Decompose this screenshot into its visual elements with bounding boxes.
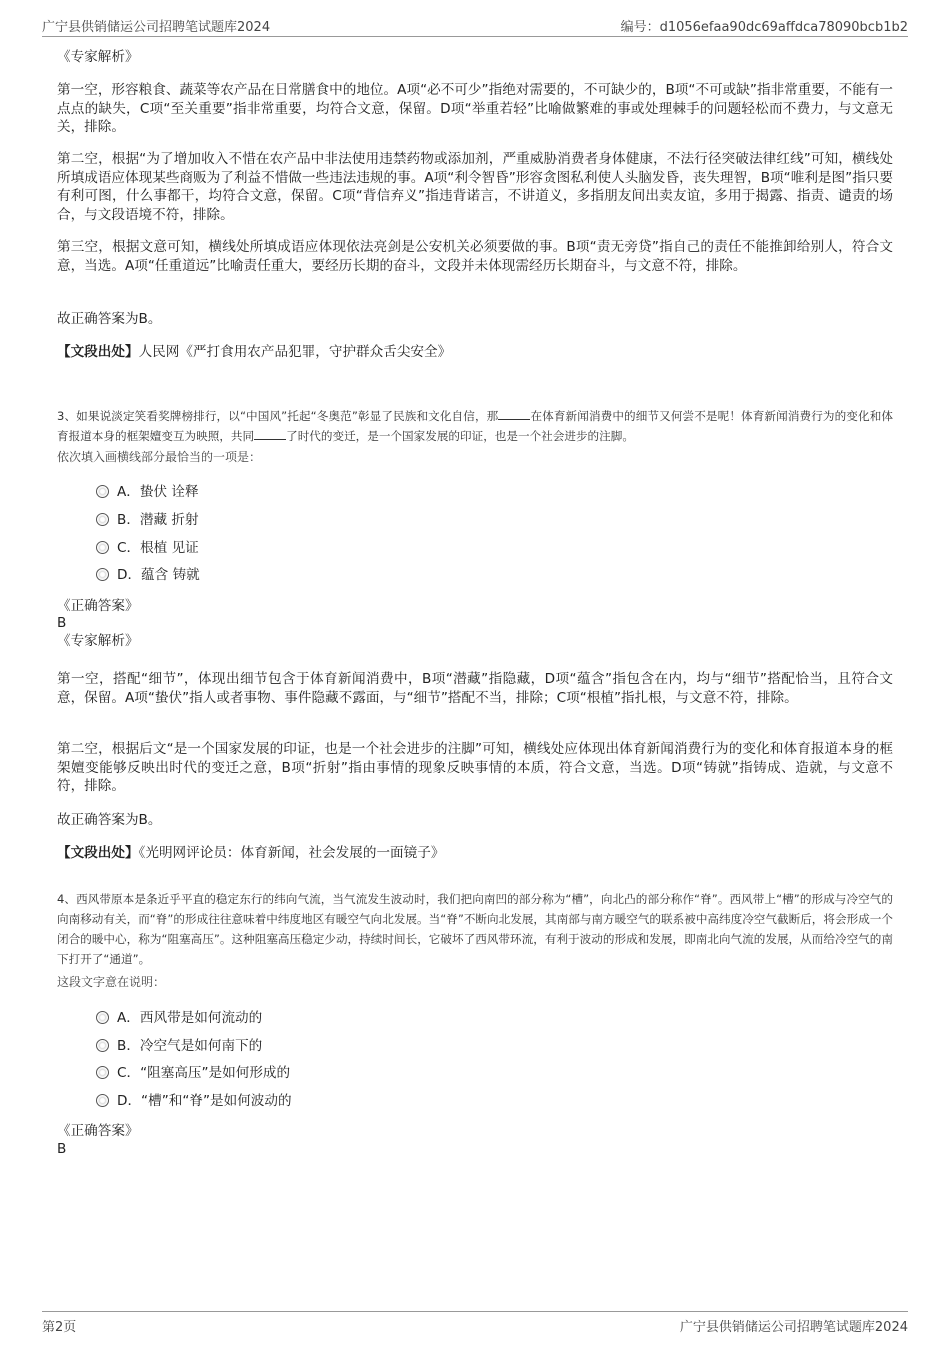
- question-4-text: 4、西风带原本是条近乎平直的稳定东行的纬向气流，当气流发生波动时，我们把向南凹的部分称为“槽”，向北凸的部分称作“脊”。西风带上“槽”的形成与冷空气的向南移动有关，而“脊”的形成往往意味着中纬度地区有暖空气向北发展。当“脊”不断向北发展，其南部与南方暖空气的联系被中高纬度冷空气截断后，将会形成一个闭合的暖中心，称为“阻塞高压”。这种阻塞高压稳定少动，持续时间长，它破坏了西风带环流，有利于波动的形成和发展，即南北向气流的发展，从而给冷空气的南下打开了“通道”。: [57, 891, 893, 966]
- q4-option-c[interactable]: [96, 1063, 290, 1083]
- radio-icon[interactable]: [96, 485, 109, 498]
- option-label: C．“阻塞高压”是如何形成的: [117, 1065, 291, 1081]
- q3-conclusion: 故正确答案为B。: [57, 812, 162, 828]
- question-3-part-1: 3、如果说淡定笑看奖牌榜排行，以“中国风”托起“冬奥范”彰显了民族和文化自信，那: [57, 408, 499, 423]
- q3-answer-label: 《正确答案》: [57, 598, 139, 614]
- q3-source-label: 【文段出处】: [57, 845, 139, 861]
- radio-icon[interactable]: [96, 1066, 109, 1079]
- question-3-part-2: 在体育新闻消费中的细节又何尝不是呢！体育新闻消费行为的变化和体育报道本身的框架嬗变互为映照，共同: [57, 408, 893, 443]
- source-text: 人民网《严打食用农产品犯罪，守护群众舌尖安全》: [138, 344, 452, 360]
- expert-analysis-label: 《专家解析》: [57, 49, 139, 65]
- blank-2: [254, 429, 286, 440]
- q4-option-b[interactable]: [96, 1036, 262, 1056]
- option-label: D．“槽”和“脊”是如何波动的: [117, 1093, 292, 1109]
- page-number: 第2页: [42, 1320, 77, 1335]
- footer-title: 广宁县供销储运公司招聘笔试题库2024: [679, 1320, 908, 1335]
- question-3-prompt: 依次填入画横线部分最恰当的一项是：: [57, 450, 262, 464]
- blank-1: [498, 409, 530, 420]
- page-footer: [42, 1311, 908, 1336]
- header-serial: 编号：d1056efaa90dc69affdca78090bcb1b2: [620, 20, 908, 35]
- radio-icon[interactable]: [96, 1094, 109, 1107]
- analysis-paragraph-3: 第三空，根据文意可知，横线处所填成语应体现依法亮剑是公安机关必须要做的事。B项“责无旁贷”指自己的责任不能推卸给别人，符合文意，当选。A项“任重道远”比喻责任重大，要经历长期的奋斗，文段并未体现需经历长期奋斗，与文意不符，排除。: [57, 239, 893, 274]
- option-label: A．蛰伏 诠释: [117, 484, 199, 500]
- q3-source-line: [57, 844, 893, 863]
- q3-analysis-paragraph-2: 第二空，根据后文“是一个国家发展的印证，也是一个社会进步的注脚”可知，横线处应体现出体育新闻消费行为的变化和体育报道本身的框架嬗变能够反映出时代的变迁之意，B项“折射”指由事情的现象反映事情的本质，符合文意，当选。D项“铸就”指铸成、造就，与文意不符，排除。: [57, 741, 893, 794]
- option-label: A．西风带是如何流动的: [117, 1010, 263, 1026]
- question-3-text: [57, 406, 893, 446]
- q3-option-d[interactable]: [96, 565, 200, 585]
- q4-answer: B: [57, 1141, 67, 1157]
- radio-icon[interactable]: [96, 568, 109, 581]
- source-line: [57, 343, 893, 362]
- q3-answer: B: [57, 615, 67, 631]
- q3-source-text: 《光明网评论员：体育新闻，社会发展的一面镜子》: [138, 845, 445, 861]
- q3-expert-label: 《专家解析》: [57, 633, 139, 649]
- question-4-prompt: 这段文字意在说明：: [57, 975, 166, 989]
- header-title: 广宁县供销储运公司招聘笔试题库2024: [42, 20, 271, 35]
- q3-option-a[interactable]: [96, 482, 199, 502]
- conclusion: 故正确答案为B。: [57, 311, 162, 327]
- radio-icon[interactable]: [96, 1011, 109, 1024]
- option-label: B．潜藏 折射: [117, 512, 199, 528]
- q4-option-a[interactable]: [96, 1008, 262, 1028]
- q3-option-c[interactable]: [96, 538, 199, 558]
- question-3-part-3: 了时代的变迁，是一个国家发展的印证，也是一个社会进步的注脚。: [286, 428, 634, 443]
- radio-icon[interactable]: [96, 541, 109, 554]
- option-label: B．冷空气是如何南下的: [117, 1038, 263, 1054]
- q3-analysis-paragraph-1: 第一空，搭配“细节”，体现出细节包含于体育新闻消费中，B项“潜藏”指隐藏，D项“蕴含”指包含在内，均与“细节”搭配恰当，且符合文意，保留。A项“蛰伏”指人或者事物、事件隐藏不露面，与“细节”搭配不当，排除；C项“根植”指扎根，与文意不符，排除。: [57, 671, 893, 706]
- option-label: C．根植 见证: [117, 540, 199, 556]
- analysis-paragraph-1: 第一空，形容粮食、蔬菜等农产品在日常膳食中的地位。A项“必不可少”指绝对需要的，不可缺少的，B项“不可或缺”指非常重要，不能有一点点的缺失，C项“至关重要”指非常重要，均符合文意，保留。D项“举重若轻”比喻做繁难的事或处理棘手的问题轻松而不费力，与文意无关，排除。: [57, 82, 893, 135]
- radio-icon[interactable]: [96, 513, 109, 526]
- q4-option-d[interactable]: [96, 1091, 292, 1111]
- page-header: [42, 14, 908, 37]
- q3-option-b[interactable]: [96, 510, 199, 530]
- option-label: D．蕴含 铸就: [117, 567, 200, 583]
- analysis-paragraph-2: 第二空，根据“为了增加收入不惜在农产品中非法使用违禁药物或添加剂，严重威胁消费者身体健康，不法行径突破法律红线”可知，横线处所填成语应体现某些商贩为了利益不惜做一些违法违规的事。A项“利令智昏”形容贪图私利使人头脑发昏，丧失理智，B项“唯利是图”指只要有利可图，什么事都干，均符合文意，保留。C项“背信弃义”指违背诺言，不讲道义，多指朋友间出卖友谊，多用于揭露、指责、谴责的场合，与文段语境不符，排除。: [57, 151, 893, 223]
- q4-answer-label: 《正确答案》: [57, 1123, 139, 1139]
- radio-icon[interactable]: [96, 1039, 109, 1052]
- source-label: 【文段出处】: [57, 344, 139, 360]
